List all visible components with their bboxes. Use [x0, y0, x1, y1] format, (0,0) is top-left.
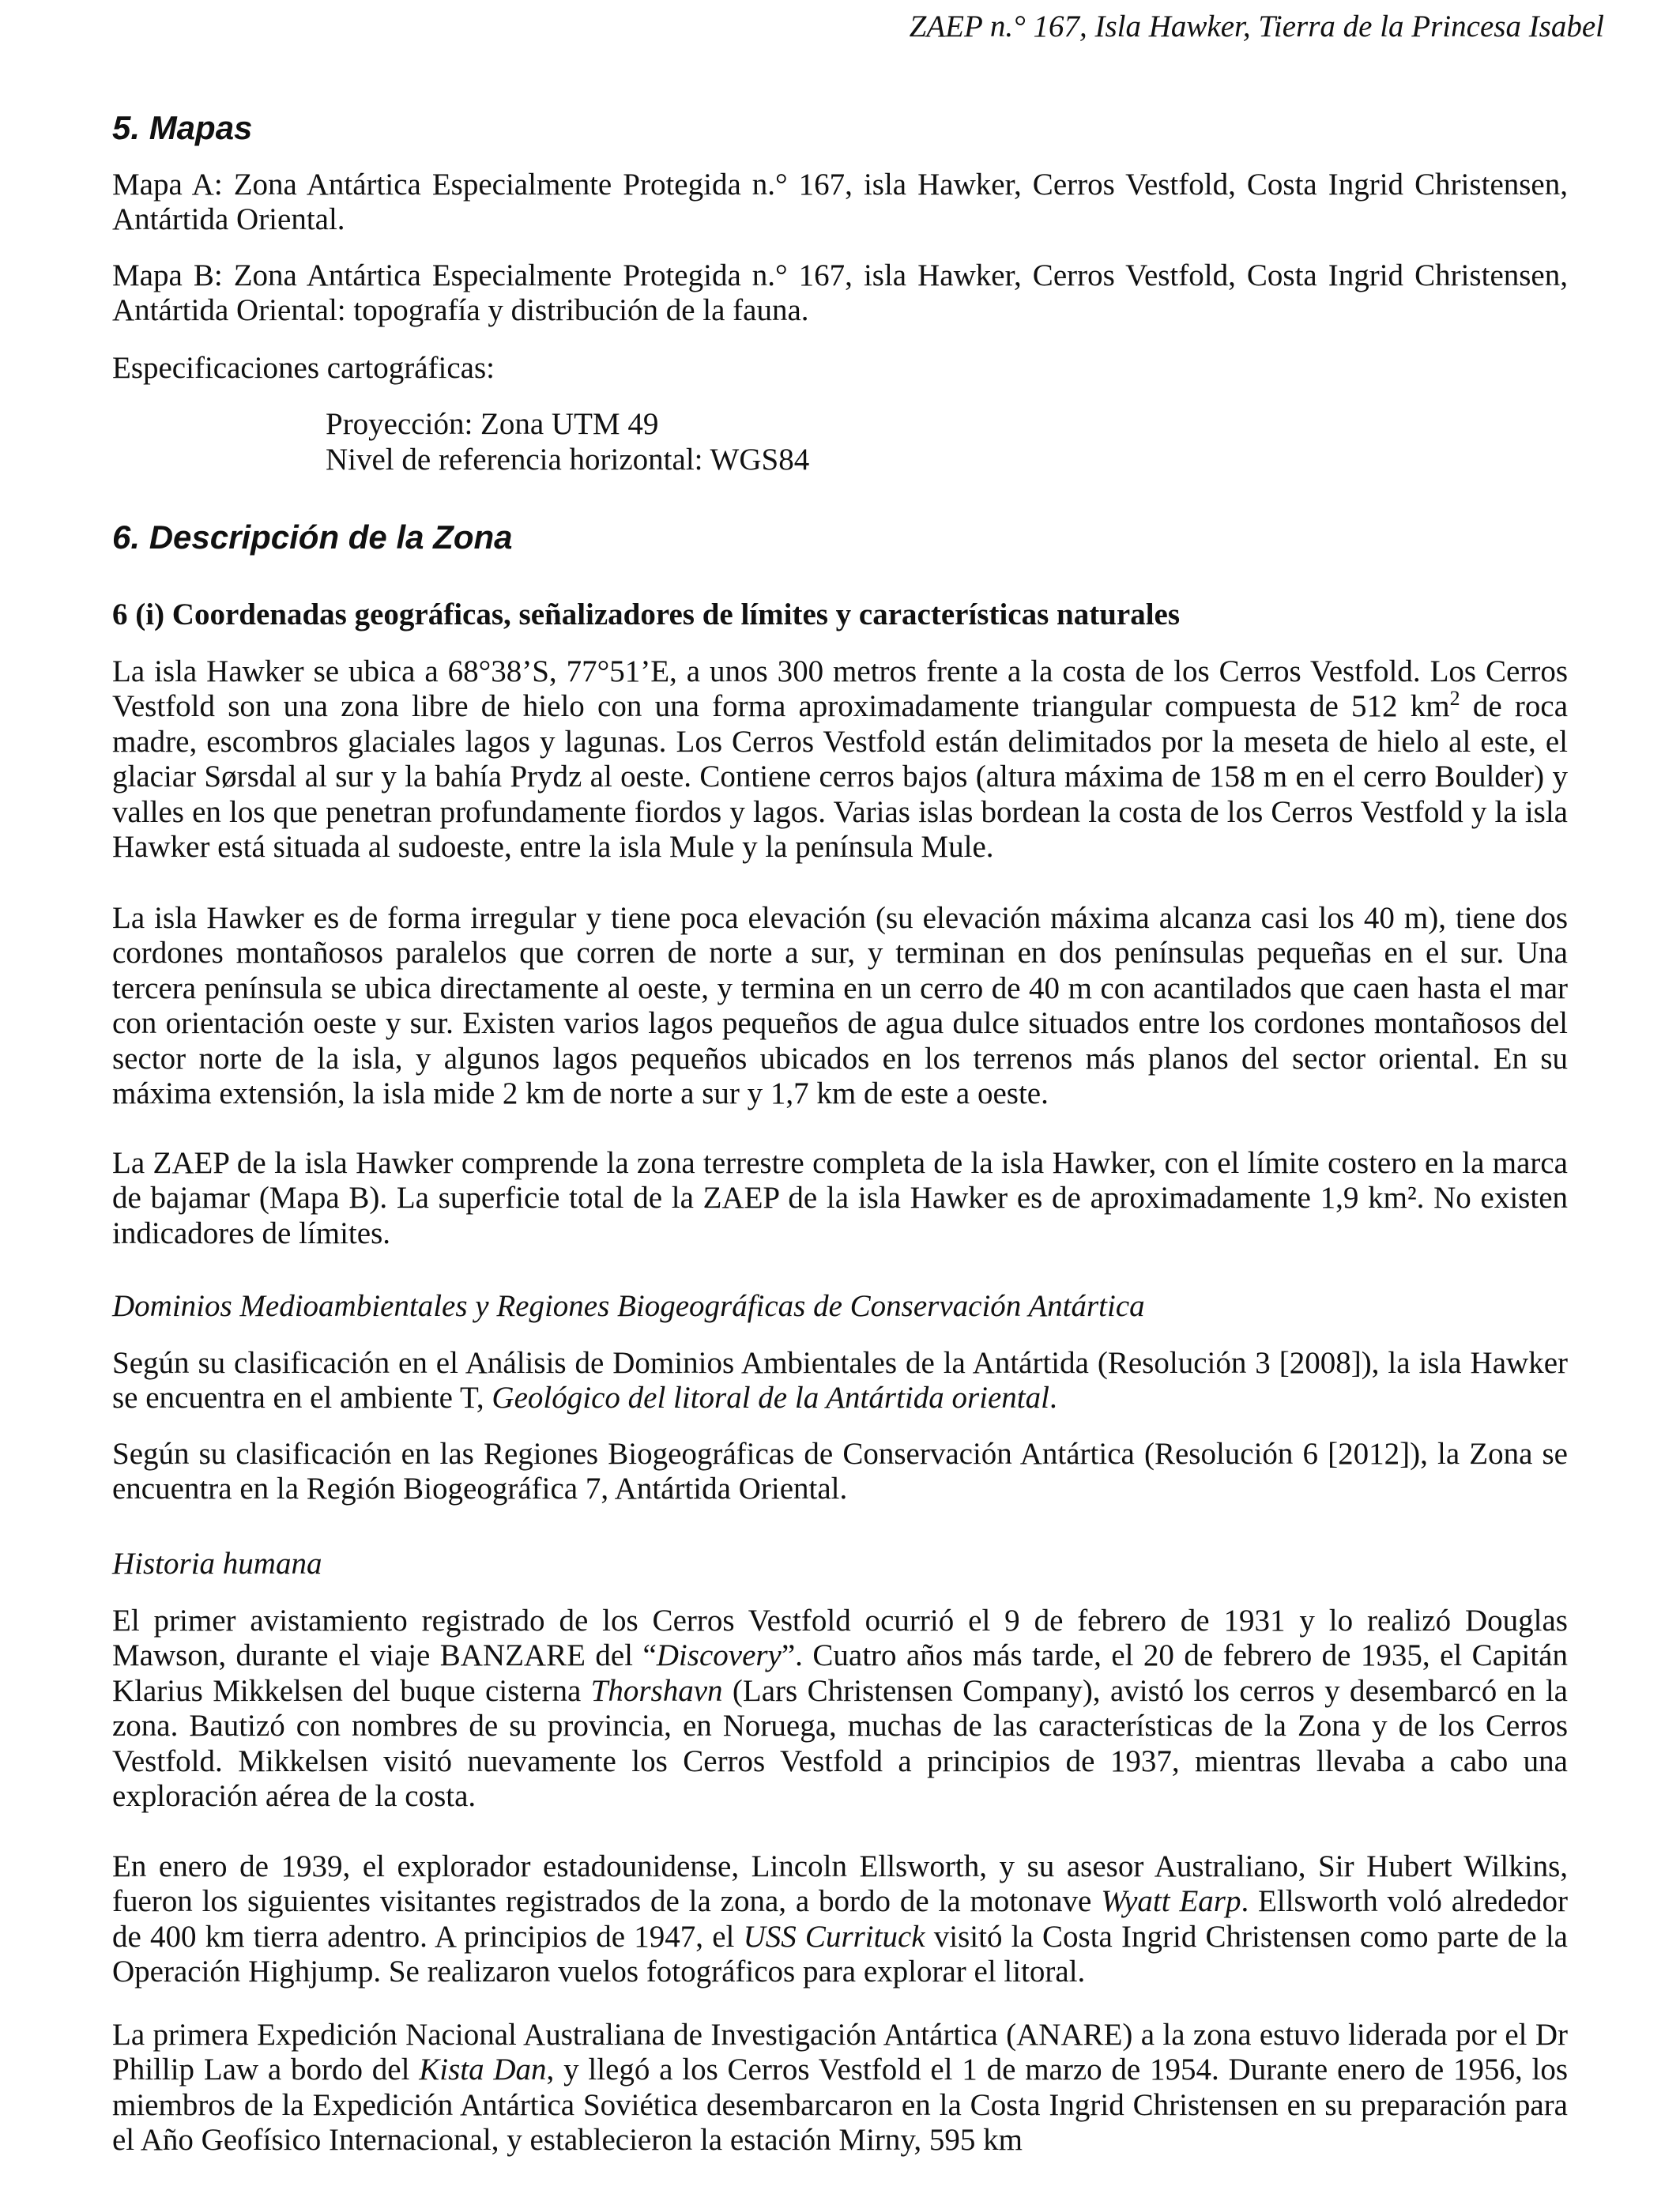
history-text-2: ”. Cuatro años más tarde, el 20 de febrero de 1935, el Capitán Klarius Mikkelsen del buque cisterna: [112, 1638, 1568, 1708]
superscript-2: 2: [1449, 687, 1460, 711]
history-text-1: El primer avistamiento registrado de los Cerros Vestfold ocurrió el 9 de febrero de 1931 y lo realizó Douglas Mawson, durante el viaje BANZARE del “: [112, 1604, 1568, 1673]
paragraph-history-anare: [112, 2018, 1568, 2158]
paragraph-history-ellsworth: [112, 1849, 1568, 1990]
paragraph-map-a: Mapa A: Zona Antártica Especialmente Protegida n.° 167, isla Hawker, Cerros Vestfold, Costa Ingrid Christensen, Antártida Oriental.: [112, 168, 1568, 237]
ship-name-wyatt-earp: Wyatt Earp: [1101, 1884, 1241, 1919]
ship-name-discovery: Discovery: [656, 1638, 782, 1673]
ship-name-uss-currituck: USS Currituck: [743, 1919, 925, 1954]
paragraph-island-description: La isla Hawker es de forma irregular y tiene poca elevación (su elevación máxima alcanza casi los 40 m), tiene dos cordones montañosos paralelos que corren de norte a sur, y terminan en dos penínsulas pequeñas en el sur. Una tercera península se ubica directamente al oeste, y termina en un cerro de 40 m con acantilados que caen hasta el mar con orientación oeste y sur. Existen varios lagos pequeños de agua dulce situados entre los cordones montañosos del sector norte de la isla, y algunos lagos pequeños ubicados en los terrenos más planos del sector oriental. En su máxima extensión, la isla mide 2 km de norte a sur y 1,7 km de este a oeste.: [112, 901, 1568, 1111]
paragraph-environment-text: Según su clasificación en el Análisis de Dominios Ambientales de la Antártida (Resolución 3 [2008]), la isla Hawker se encuentra en el ambiente T,: [112, 1346, 1568, 1416]
paragraph-location: [112, 654, 1568, 865]
paragraph-environment-domain: [112, 1346, 1568, 1416]
paragraph-biogeographic-region: Según su clasificación en las Regiones Biogeográficas de Conservación Antártica (Resolución 6 [2012]), la Zona se encuentra en la Región Biogeográfica 7, Antártida Oriental.: [112, 1437, 1568, 1506]
subsection-heading-domains: Dominios Medioambientales y Regiones Biogeográficas de Conservación Antártica: [112, 1289, 1145, 1323]
section-heading-description: 6. Descripción de la Zona: [112, 518, 513, 556]
paragraph-map-b: Mapa B: Zona Antártica Especialmente Protegida n.° 167, isla Hawker, Cerros Vestfold, Costa Ingrid Christensen, Antártida Oriental: topografía y distribución de la fauna.: [112, 258, 1568, 328]
ship-name-thorshavn: Thorshavn: [590, 1673, 723, 1708]
ship-name-kista-dan: Kista Dan: [419, 2053, 547, 2087]
paragraph-area-extent: La ZAEP de la isla Hawker comprende la zona terrestre completa de la isla Hawker, con el límite costero en la marca de bajamar (Mapa B). La superficie total de la ZAEP de la isla Hawker es de aproximadamente 1,9 km². No existen indicadores de límites.: [112, 1146, 1568, 1250]
history-anare-text-2: , y llegó a los Cerros Vestfold el 1 de marzo de 1954. Durante enero de 1956, los miembros de la Expedición Antártica Soviética desembarcaron en la Costa Ingrid Christensen en su preparación para el Año Geofísico Internacional, y establecieron la estación Mirny, 595 km: [112, 2053, 1569, 2158]
paragraph-location-text-1: La isla Hawker se ubica a 68°38’S, 77°51’E, a unos 300 metros frente a la costa de los Cerros Vestfold. Los Cerros Vestfold son una zona libre de hielo con una forma aproximadamente triangular compuesta de 512 km: [112, 654, 1568, 724]
history-text-3: (Lars Christensen Company), avistó los cerros y desembarcó en la zona. Bautizó con nombres de su provincia, en Noruega, muchas de las características de la Zona y de los Cerros Vestfold. Mikkelsen visitó nuevamente los Cerros Vestfold a principios de 1937, mientras llevaba a cabo una exploración aérea de la costa.: [112, 1673, 1568, 1814]
section-heading-maps: 5. Mapas: [112, 109, 253, 146]
subsection-heading-coordinates: 6 (i) Coordenadas geográficas, señalizadores de límites y características naturales: [112, 598, 1181, 631]
history-ellsworth-text-2: . Ellsworth voló alrededor de 400 km tierra adentro. A principios de 1947, el: [112, 1884, 1569, 1954]
map-spec-datum: Nivel de referencia horizontal: WGS84: [326, 443, 810, 477]
map-specs-label: Especificaciones cartográficas:: [112, 351, 495, 385]
map-spec-projection: Proyección: Zona UTM 49: [326, 407, 659, 441]
history-ellsworth-text-1: En enero de 1939, el explorador estadounidense, Lincoln Ellsworth, y su asesor Australiano, Sir Hubert Wilkins, fueron los siguientes visitantes registrados de la zona, a bordo de la motonave: [112, 1849, 1568, 1919]
paragraph-location-text-2: de roca madre, escombros glaciales lagos y lagunas. Los Cerros Vestfold están delimitados por la meseta de hielo al este, el glaciar Sørsdal al sur y la bahía Prydz al oeste. Contiene cerros bajos (altura máxima de 158 m en el cerro Boulder) y valles en los que penetran profundamente fiordos y lagos. Varias islas bordean la costa de los Cerros Vestfold y la isla Hawker está situada al sudoeste, entre la isla Mule y la península Mule.: [112, 689, 1569, 865]
history-anare-text-1: La primera Expedición Nacional Australiana de Investigación Antártica (ANARE) a la zona estuvo liderada por el Dr Phillip Law a bordo del: [112, 2018, 1568, 2087]
subsection-heading-history: Historia humana: [112, 1547, 322, 1581]
running-header: ZAEP n.° 167, Isla Hawker, Tierra de la Princesa Isabel: [909, 9, 1604, 43]
environment-domain-name: Geológico del litoral de la Antártida oriental: [492, 1381, 1049, 1416]
paragraph-history-first-sighting: [112, 1604, 1568, 1814]
history-ellsworth-text-3: visitó la Costa Ingrid Christensen como parte de la Operación Highjump. Se realizaron vuelos fotográficos para explorar el litoral.: [112, 1919, 1568, 1989]
paragraph-environment-end: .: [1049, 1381, 1057, 1416]
